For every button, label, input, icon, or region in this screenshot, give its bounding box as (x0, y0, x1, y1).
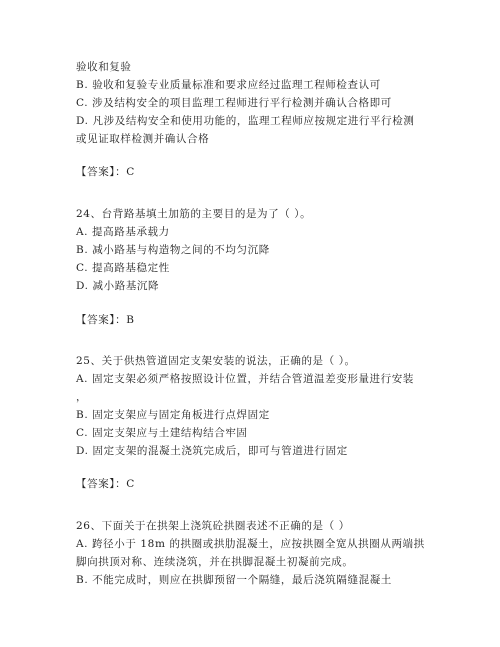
q23-option-b: B. 验收和复验专业质量标准和要求应经过监理工程师检查认可 (76, 79, 381, 91)
q26-option-a-continuation: 脚向拱顶对称、连续浇筑，并在拱脚混凝土初凝前完成。 (76, 556, 354, 568)
q25-option-d: D. 固定支架的混凝土浇筑完成后，即可与管道进行固定 (76, 445, 348, 457)
q24-answer: 【答案】：B (76, 314, 135, 326)
q23-option-d: D. 凡涉及结构安全和使用功能的，监理工程师应按规定进行平行检测 (76, 115, 415, 127)
q26-option-b: B. 不能完成时，则应在拱脚预留一个隔缝，最后浇筑隔缝混凝土 (76, 574, 392, 586)
q26-stem: 26、下面关于在拱架上浇筑砼拱圈表述不正确的是（ ） (76, 520, 350, 532)
q25-option-b: B. 固定支架应与固定角板进行点焊固定 (76, 409, 270, 421)
q25-answer: 【答案】：C (76, 478, 135, 490)
q25-option-a: A. 固定支架必须严格按照设计位置，并结合管道温差变形量进行安装 (76, 373, 414, 385)
q25-option-c: C. 固定支架应与土建结构结合牢固 (76, 427, 248, 439)
q24-option-b: B. 减小路基与构造物之间的不均匀沉降 (76, 244, 270, 256)
q24-stem: 24、台背路基填土加筋的主要目的是为了（ ）。 (76, 208, 312, 220)
q24-option-c: C. 提高路基稳定性 (76, 262, 170, 274)
q23-option-c: C. 涉及结构安全的项目监理工程师进行平行检测并确认合格即可 (76, 97, 392, 109)
q25-option-a-continuation: ， (76, 391, 88, 403)
q25-stem: 25、关于供热管道固定支架安装的说法，正确的是（ ）。 (76, 355, 356, 367)
q24-option-a: A. 提高路基承载力 (76, 226, 170, 238)
q24-option-d: D. 减小路基沉降 (76, 280, 160, 292)
q23-option-d-continuation: 或见证取样检测并确认合格 (76, 133, 210, 145)
q26-option-a: A. 跨径小于 18m 的拱圈或拱肋混凝土，应按拱圈全宽从拱圈从两端拱 (76, 538, 425, 550)
q23-option-a-continuation: 验收和复验 (76, 61, 132, 73)
q23-answer: 【答案】：C (76, 166, 135, 178)
